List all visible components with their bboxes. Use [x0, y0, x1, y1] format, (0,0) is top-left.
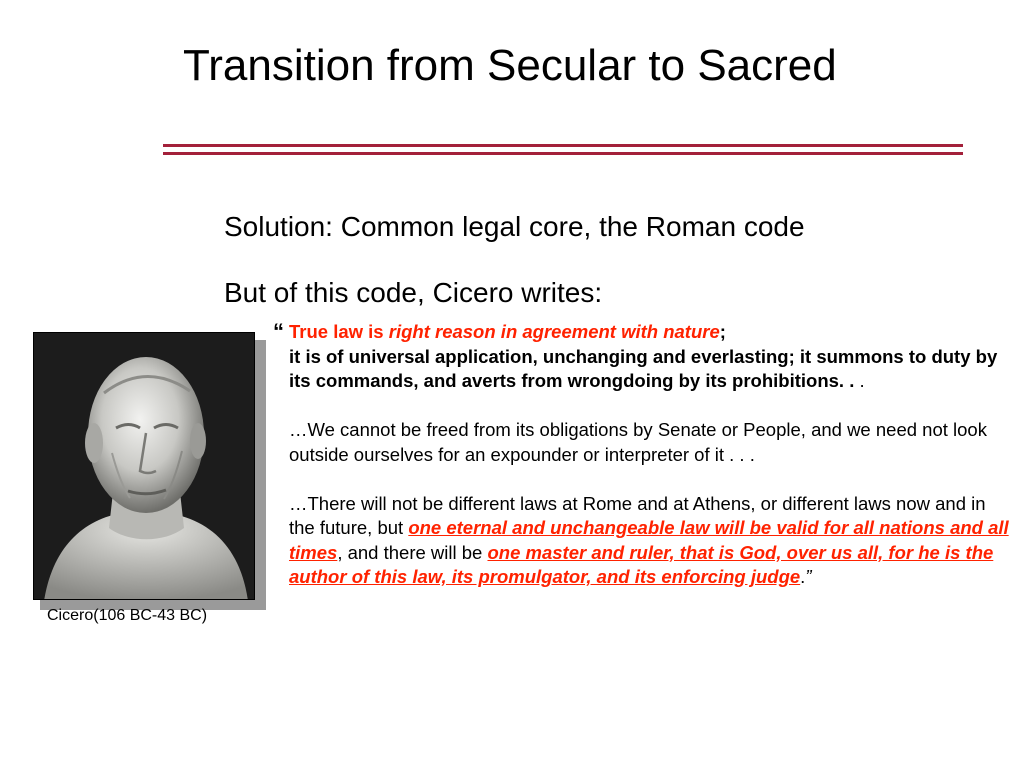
- open-quote-mark: “: [273, 319, 284, 344]
- quote-text: …There will not be different laws at Rome and at Athens, or different laws now and in the future, but: [289, 492, 986, 538]
- quote-text: , and there will be: [337, 541, 488, 563]
- quote-period: .: [859, 370, 865, 391]
- close-quote-mark: ”: [805, 566, 812, 587]
- quote-paragraph-1: [289, 320, 1014, 394]
- title-divider-bottom: [163, 152, 963, 155]
- slide-title: Transition from Secular to Sacred: [183, 41, 837, 90]
- portrait-caption: Cicero(106 BC-43 BC): [47, 607, 208, 624]
- paragraph-spacer: [289, 467, 1014, 492]
- bullet-solution: Solution: Common legal core, the Roman code: [224, 211, 805, 242]
- cicero-quote: [289, 320, 1014, 590]
- quote-highlight-underlined: one eternal and unchangeable law will be valid for all nations and all times: [289, 517, 1009, 563]
- quote-highlight-underlined: one master and ruler, that is God, over us all, for he is the author of this law, its promulgator, and its enforcing judge: [289, 541, 994, 587]
- title-divider-top: [163, 144, 963, 147]
- quote-semicolon: ;: [719, 321, 726, 342]
- bullet-cicero-intro: But of this code, Cicero writes:: [224, 277, 603, 308]
- paragraph-spacer: [289, 394, 1014, 419]
- quote-highlight: True law is: [289, 321, 389, 342]
- cicero-bust-icon: [34, 333, 255, 600]
- quote-period: .: [800, 566, 806, 587]
- cicero-portrait: [33, 332, 255, 600]
- quote-paragraph-3: [289, 492, 1014, 590]
- quote-highlight-italic: right reason in agreement with nature: [388, 321, 720, 342]
- quote-paragraph-2: …We cannot be freed from its obligations by Senate or People, and we need not look outside ourselves for an expounder or interpreter of it . . .: [289, 419, 987, 465]
- quote-text-bold: it is of universal application, unchanging and everlasting; it summons to duty by its commands, and averts from wrongdoing by its prohibitions. .: [289, 345, 998, 391]
